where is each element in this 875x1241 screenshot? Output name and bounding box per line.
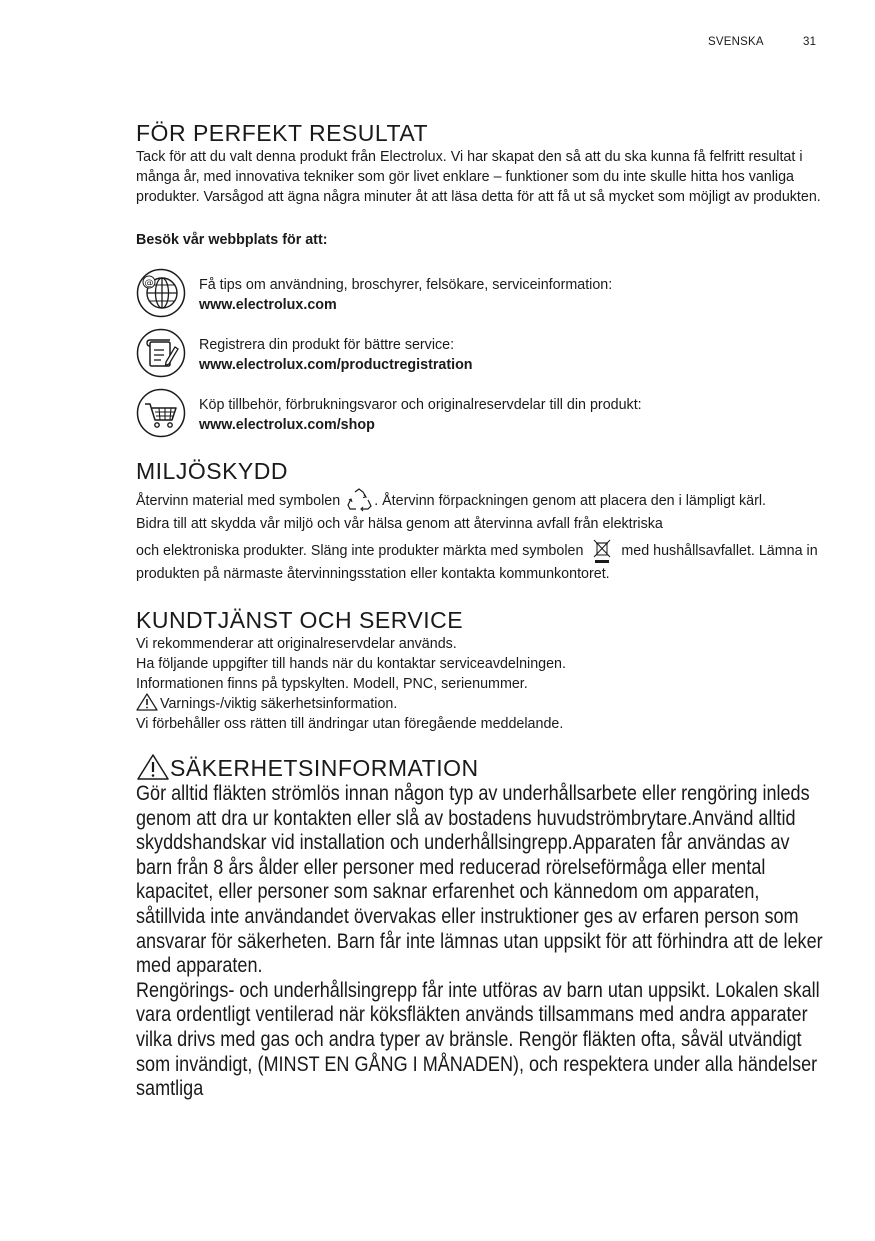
service-line-3: Informationen finns på typskylten. Modell, PNC, serienummer.: [136, 676, 528, 692]
safety-body-2: Rengörings- och underhållsingrepp får inte utföras av barn utan uppsikt. Lokalen skall vara ordentligt ventilerad när köksfläkten används tillsammans med andra apparater vilka drivs med gas och andra typer av bränsle. Rengör fläkten ofta, såväl utvändigt som invändigt, (MINST EN GÅNG I MÅNADEN), och respektera under alla händelser samtliga: [136, 978, 820, 1101]
safety-title: [136, 754, 826, 782]
service-line-2: Ha följande uppgifter till hands när du kontaktar serviceavdelningen.: [136, 656, 566, 672]
link-text-shop: Köp tillbehör, förbrukningsvaror och originalreservdelar till din produkt:: [199, 397, 642, 413]
link-row-shop: [136, 388, 826, 448]
warning-icon: [136, 753, 170, 781]
service-warning-line: [136, 694, 826, 714]
link-url-home[interactable]: www.electrolux.com: [199, 297, 337, 313]
weee-text-pre: och elektroniska produkter. Släng inte produkter märkta med symbolen: [136, 542, 584, 559]
weee-line-1: Bidra till att skydda vår miljö och vår hälsa genom att återvinna avfall från elektriska: [136, 516, 663, 532]
link-text-tips: Få tips om användning, broschyrer, felsökare, serviceinformation:: [199, 277, 613, 293]
recycle-paragraph: [136, 488, 826, 514]
language-label: SVENSKA: [708, 36, 764, 48]
service-line-1: Vi rekommenderar att originalreservdelar används.: [136, 636, 457, 652]
registration-icon: [136, 328, 186, 378]
shopping-cart-icon: [136, 388, 186, 438]
recycle-text-pre: Återvinn material med symbolen: [136, 492, 341, 509]
visit-heading: Besök vår webbplats för att:: [136, 232, 328, 248]
weee-paragraph: [136, 538, 826, 584]
link-row-tips: [136, 268, 826, 328]
crossed-out-bin-icon: [587, 538, 617, 564]
page-number: 31: [803, 36, 817, 48]
svg-text:@: @: [144, 278, 154, 289]
environment-title: MILJÖSKYDD: [136, 458, 288, 484]
link-url-shop[interactable]: www.electrolux.com/shop: [199, 417, 375, 433]
intro-body: Tack för att du valt denna produkt från Electrolux. Vi har skapat den så att du ska kunna få felfritt resultat i många år, med innovativa tekniker som gör livet enklare – funktioner som du inte skulle hitta hos vanliga produkter. Varsågod att ägna några minuter åt att läsa detta för att få ut så mycket som möjligt av produkten.: [136, 149, 821, 205]
globe-icon: [136, 268, 186, 318]
service-title: KUNDTJÄNST OCH SERVICE: [136, 607, 464, 633]
safety-section: [136, 754, 826, 1102]
warning-icon: [136, 693, 158, 711]
running-header: [708, 36, 817, 48]
service-line-5: Vi förbehåller oss rätten till ändringar utan föregående meddelande.: [136, 716, 564, 732]
intro-title: FÖR PERFEKT RESULTAT: [136, 120, 428, 146]
safety-title-text: SÄKERHETSINFORMATION: [170, 755, 479, 781]
weee-text-post: med hushållsavfallet. Lämna in produkten på närmaste återvinningsstation eller kontakta kommunkontoret.: [136, 542, 818, 582]
link-url-registration[interactable]: www.electrolux.com/productregistration: [199, 357, 473, 373]
link-row-registration: [136, 328, 826, 388]
recycle-text-post: . Återvinn förpackningen genom att placera den i lämpligt kärl.: [374, 492, 766, 509]
recycle-icon: [344, 488, 374, 514]
link-text-registration: Registrera din produkt för bättre service:: [199, 337, 455, 353]
safety-body: Gör alltid fläkten strömlös innan någon typ av underhållsarbete eller rengöring inleds genom att dra ur kontakten eller slå av bostadens huvudströmbrytare.Använd alltid skyddshandskar vid installation och underhållsingrepp.Apparaten får användas av barn från 8 års ålder eller personer med reducerad rörelseförmåga eller mental kapacitet, eller personer som saknar erfarenhet och kännedom om apparaten, såtillvida inte användandet övervakas eller instruktioner ges av erfaren person som ansvarar för säkerheten. Barn får inte lämnas utan uppsikt för att förhindra att de leker med apparaten.: [136, 782, 823, 978]
warning-note-text: Varnings-/viktig säkerhetsinformation.: [160, 696, 398, 712]
